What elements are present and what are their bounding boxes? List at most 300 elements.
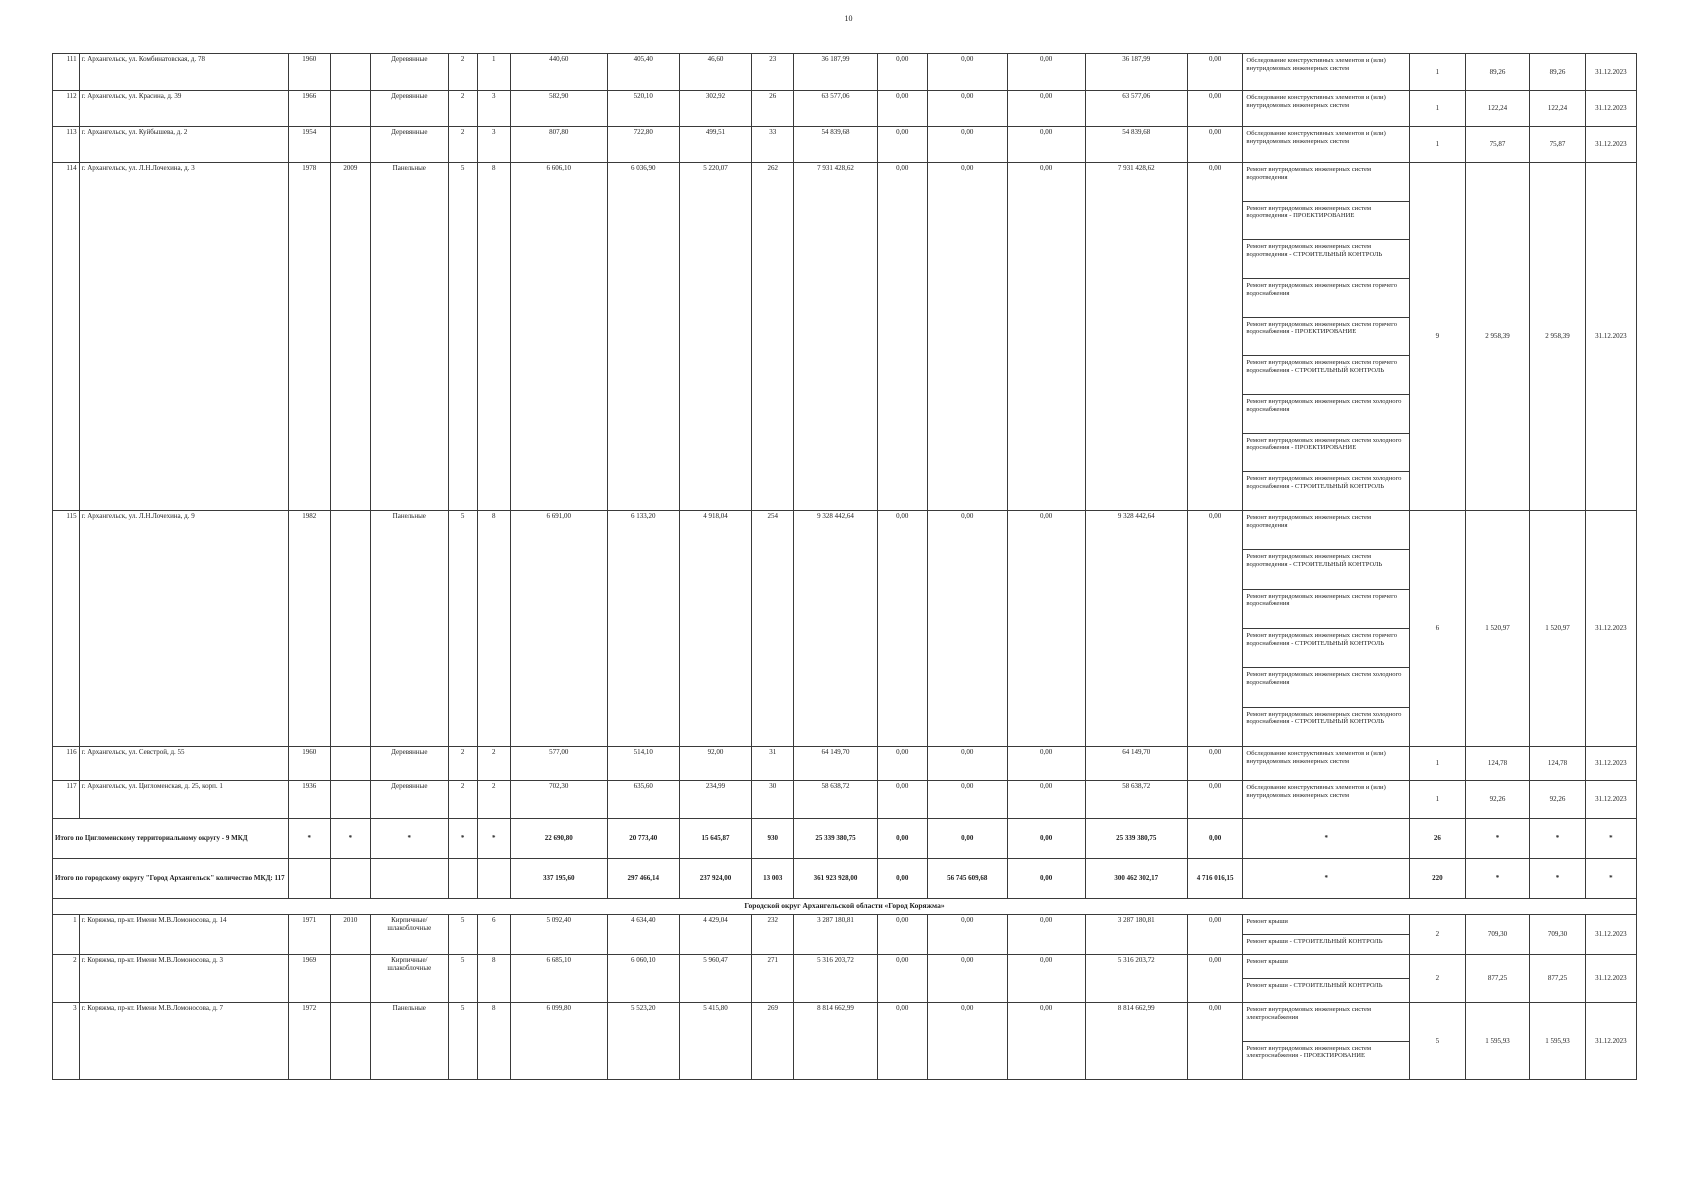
row-number-cell: 114 [53, 163, 80, 511]
floors-cell: 5 [448, 511, 477, 747]
fund-cell: 0,00 [877, 91, 927, 127]
residents-cell: 31 [752, 747, 794, 781]
fund-cell: 0,00 [877, 511, 927, 747]
work-item: Ремонт крыши - СТРОИТЕЛЬНЫЙ КОНТРОЛЬ [1246, 938, 1383, 945]
work-item: Обследование конструктивных элементов и (или) внутридомовых инженерных систем [1246, 57, 1386, 72]
wall-material-cell: Деревянные [370, 747, 448, 781]
other-funds-cell: 0,00 [1187, 781, 1243, 819]
work-item: Ремонт внутридомовых инженерных систем водоотведения [1243, 163, 1409, 202]
limit-cost-cell: 124,78 [1530, 747, 1586, 781]
work-count-cell: 9 [1410, 163, 1466, 511]
table-row [53, 1003, 1637, 1080]
budget-region-cell: 0,00 [927, 781, 1007, 819]
work-item: Ремонт крыши [1243, 955, 1409, 979]
entrances-cell: 1 [477, 54, 510, 91]
subtotal-f3-cell: 0,00 [1007, 859, 1085, 899]
fund-cell: 0,00 [877, 127, 927, 163]
subtotal-row [53, 859, 1637, 899]
limit-cost-cell: 92,26 [1530, 781, 1586, 819]
address-cell: г. Архангельск, ул. Л.Н.Лочехина, д. 9 [79, 511, 288, 747]
budget-local-cell: 0,00 [1007, 747, 1085, 781]
subtotal-label: Итого по Цигломенскому территориальному округу - 9 МКД [53, 819, 289, 859]
fund-cell: 0,00 [877, 955, 927, 1003]
subtotal-label: Итого по городскому округу "Город Архангельск" количество МКД: 117 [53, 859, 289, 899]
work-count-cell: 5 [1410, 1003, 1466, 1080]
budget-local-cell: 0,00 [1007, 511, 1085, 747]
residential-area-cell: 4 429,04 [679, 915, 751, 955]
premises-area-cell: 5 523,20 [607, 1003, 679, 1080]
premises-area-cell: 520,10 [607, 91, 679, 127]
table-row [53, 915, 1637, 955]
entrances-cell: 2 [477, 747, 510, 781]
entrances-cell: 8 [477, 1003, 510, 1080]
capital-repair-table [52, 53, 1637, 1080]
budget-local-cell: 0,00 [1007, 91, 1085, 127]
budget-region-cell: 0,00 [927, 511, 1007, 747]
fund-cell: 0,00 [877, 915, 927, 955]
row-number-cell: 112 [53, 91, 80, 127]
limit-cost-cell: 1 520,97 [1530, 511, 1586, 747]
budget-region-cell: 0,00 [927, 1003, 1007, 1080]
other-funds-cell: 0,00 [1187, 127, 1243, 163]
owners-funds-cell: 63 577,06 [1085, 91, 1187, 127]
deadline-cell: 31.12.2023 [1585, 91, 1636, 127]
other-funds-cell: 0,00 [1187, 955, 1243, 1003]
work-item: Ремонт крыши [1243, 915, 1409, 935]
work-item: Ремонт внутридомовых инженерных систем горячего водоснабжения [1243, 590, 1409, 629]
residential-area-cell: 5 960,47 [679, 955, 751, 1003]
specific-cost-cell: 1 520,97 [1465, 511, 1529, 747]
subtotal-year-rep-cell: * [330, 819, 370, 859]
budget-local-cell: 0,00 [1007, 955, 1085, 1003]
address-cell: г. Архангельск, ул. Красина, д. 39 [79, 91, 288, 127]
residential-area-cell: 4 918,04 [679, 511, 751, 747]
subtotal-a1-cell: 22 690,80 [510, 819, 607, 859]
owners-funds-cell: 64 149,70 [1085, 747, 1187, 781]
budget-region-cell: 0,00 [927, 955, 1007, 1003]
limit-cost-cell: 877,25 [1530, 955, 1586, 1003]
premises-area-cell: 6 133,20 [607, 511, 679, 747]
table-row [53, 955, 1637, 1003]
floors-cell: 5 [448, 915, 477, 955]
residential-area-cell: 92,00 [679, 747, 751, 781]
wall-material-cell: Деревянные [370, 781, 448, 819]
section-title: Городской округ Архангельской области «Город Коряжма» [53, 899, 1637, 915]
year-built-cell: 1969 [288, 955, 330, 1003]
row-number-cell: 2 [53, 955, 80, 1003]
premises-area-cell: 6 060,10 [607, 955, 679, 1003]
year-built-cell: 1971 [288, 915, 330, 955]
address-cell: г. Коряжма, пр-кт. Имени М.В.Ломоносова, д. 3 [79, 955, 288, 1003]
row-number-cell: 1 [53, 915, 80, 955]
table-row [53, 54, 1637, 91]
subtotal-works-cell: * [1243, 859, 1410, 899]
work-item: Ремонт внутридомовых инженерных систем водоотведения - ПРОЕКТИРОВАНИЕ [1243, 202, 1409, 241]
work-item: Ремонт внутридомовых инженерных систем холодного водоснабжения [1243, 668, 1409, 707]
subtotal-s1-cell: * [1465, 859, 1529, 899]
work-item: Ремонт внутридомовых инженерных систем горячего водоснабжения - СТРОИТЕЛЬНЫЙ КОНТРОЛЬ [1243, 629, 1409, 668]
budget-region-cell: 0,00 [927, 163, 1007, 511]
address-cell: г. Архангельск, ул. Севстрой, д. 55 [79, 747, 288, 781]
section-header-row [53, 899, 1637, 915]
entrances-cell: 3 [477, 91, 510, 127]
owners-funds-cell: 8 814 662,99 [1085, 1003, 1187, 1080]
total-area-cell: 6 099,80 [510, 1003, 607, 1080]
subtotal-row [53, 819, 1637, 859]
work-item: Ремонт внутридомовых инженерных систем электроснабжения - ПРОЕКТИРОВАНИЕ [1246, 1044, 1372, 1060]
floors-cell: 2 [448, 781, 477, 819]
budget-region-cell: 0,00 [927, 54, 1007, 91]
subtotal-f2-cell: 56 745 609,68 [927, 859, 1007, 899]
page-number: 10 [844, 14, 853, 23]
year-repair-cell [330, 511, 370, 747]
work-count-cell: 6 [1410, 511, 1466, 747]
work-item: Ремонт внутридомовых инженерных систем холодного водоснабжения - ПРОЕКТИРОВАНИЕ [1243, 434, 1409, 473]
residents-cell: 232 [752, 915, 794, 955]
entrances-cell: 6 [477, 915, 510, 955]
year-built-cell: 1960 [288, 54, 330, 91]
address-cell: г. Коряжма, пр-кт. Имени М.В.Ломоносова, д. 14 [79, 915, 288, 955]
works-cell [1243, 1003, 1410, 1080]
subtotal-year-cell [288, 859, 330, 899]
specific-cost-cell: 709,30 [1465, 915, 1529, 955]
specific-cost-cell: 124,78 [1465, 747, 1529, 781]
subtotal-count-cell: 26 [1410, 819, 1466, 859]
budget-local-cell: 0,00 [1007, 54, 1085, 91]
other-funds-cell: 0,00 [1187, 1003, 1243, 1080]
row-number-cell: 113 [53, 127, 80, 163]
owners-funds-cell: 58 638,72 [1085, 781, 1187, 819]
limit-cost-cell: 89,26 [1530, 54, 1586, 91]
table-row [53, 127, 1637, 163]
cost-total-cell: 8 814 662,99 [794, 1003, 877, 1080]
residential-area-cell: 5 415,80 [679, 1003, 751, 1080]
total-area-cell: 6 685,10 [510, 955, 607, 1003]
total-area-cell: 807,80 [510, 127, 607, 163]
deadline-cell: 31.12.2023 [1585, 511, 1636, 747]
residents-cell: 23 [752, 54, 794, 91]
works-cell [1243, 127, 1410, 163]
total-area-cell: 6 606,10 [510, 163, 607, 511]
total-area-cell: 577,00 [510, 747, 607, 781]
entrances-cell: 2 [477, 781, 510, 819]
wall-material-cell: Панельные [370, 1003, 448, 1080]
year-repair-cell [330, 955, 370, 1003]
total-area-cell: 582,90 [510, 91, 607, 127]
other-funds-cell: 0,00 [1187, 511, 1243, 747]
cost-total-cell: 5 316 203,72 [794, 955, 877, 1003]
deadline-cell: 31.12.2023 [1585, 781, 1636, 819]
table-row [53, 91, 1637, 127]
work-item: Обследование конструктивных элементов и (или) внутридомовых инженерных систем [1246, 750, 1386, 765]
year-built-cell: 1978 [288, 163, 330, 511]
premises-area-cell: 4 634,40 [607, 915, 679, 955]
subtotal-total-cell: 25 339 380,75 [794, 819, 877, 859]
premises-area-cell: 722,80 [607, 127, 679, 163]
works-cell [1243, 54, 1410, 91]
deadline-cell: 31.12.2023 [1585, 163, 1636, 511]
subtotal-s2-cell: * [1530, 859, 1586, 899]
subtotal-floors-cell [448, 859, 477, 899]
floors-cell: 2 [448, 91, 477, 127]
entrances-cell: 3 [477, 127, 510, 163]
budget-region-cell: 0,00 [927, 915, 1007, 955]
year-repair-cell [330, 1003, 370, 1080]
budget-local-cell: 0,00 [1007, 127, 1085, 163]
other-funds-cell: 0,00 [1187, 54, 1243, 91]
work-item: Ремонт внутридомовых инженерных систем горячего водоснабжения - ПРОЕКТИРОВАНИЕ [1243, 318, 1409, 357]
work-item: Ремонт внутридомовых инженерных систем электроснабжения [1243, 1003, 1409, 1042]
owners-funds-cell: 54 839,68 [1085, 127, 1187, 163]
budget-local-cell: 0,00 [1007, 915, 1085, 955]
subtotal-f2-cell: 0,00 [927, 819, 1007, 859]
budget-local-cell: 0,00 [1007, 781, 1085, 819]
other-funds-cell: 0,00 [1187, 163, 1243, 511]
work-count-cell: 2 [1410, 955, 1466, 1003]
address-cell: г. Архангельск, ул. Л.Н.Лочехина, д. 3 [79, 163, 288, 511]
subtotal-total-cell: 361 923 928,00 [794, 859, 877, 899]
wall-material-cell: Панельные [370, 163, 448, 511]
deadline-cell: 31.12.2023 [1585, 127, 1636, 163]
residents-cell: 271 [752, 955, 794, 1003]
residential-area-cell: 234,99 [679, 781, 751, 819]
limit-cost-cell: 122,24 [1530, 91, 1586, 127]
wall-material-cell: Деревянные [370, 91, 448, 127]
residential-area-cell: 302,92 [679, 91, 751, 127]
table-row [53, 747, 1637, 781]
year-built-cell: 1982 [288, 511, 330, 747]
address-cell: г. Архангельск, ул. Куйбышева, д. 2 [79, 127, 288, 163]
fund-cell: 0,00 [877, 747, 927, 781]
table-row [53, 163, 1637, 511]
floors-cell: 5 [448, 1003, 477, 1080]
work-item: Обследование конструктивных элементов и (или) внутридомовых инженерных систем [1246, 130, 1386, 145]
work-count-cell: 1 [1410, 747, 1466, 781]
limit-cost-cell: 709,30 [1530, 915, 1586, 955]
fund-cell: 0,00 [877, 781, 927, 819]
floors-cell: 2 [448, 747, 477, 781]
subtotal-year-rep-cell [330, 859, 370, 899]
residential-area-cell: 5 220,07 [679, 163, 751, 511]
wall-material-cell: Деревянные [370, 127, 448, 163]
works-cell [1243, 747, 1410, 781]
entrances-cell: 8 [477, 955, 510, 1003]
floors-cell: 2 [448, 127, 477, 163]
specific-cost-cell: 2 958,39 [1465, 163, 1529, 511]
works-cell [1243, 163, 1410, 511]
row-number-cell: 115 [53, 511, 80, 747]
year-built-cell: 1966 [288, 91, 330, 127]
year-repair-cell [330, 127, 370, 163]
fund-cell: 0,00 [877, 54, 927, 91]
budget-region-cell: 0,00 [927, 91, 1007, 127]
residents-cell: 269 [752, 1003, 794, 1080]
subtotal-count-cell: 220 [1410, 859, 1466, 899]
floors-cell: 2 [448, 54, 477, 91]
fund-cell: 0,00 [877, 1003, 927, 1080]
subtotal-a2-cell: 20 773,40 [607, 819, 679, 859]
subtotal-f1-cell: 0,00 [877, 859, 927, 899]
subtotal-material-cell [370, 859, 448, 899]
cost-total-cell: 3 287 180,81 [794, 915, 877, 955]
work-item: Ремонт внутридомовых инженерных систем холодного водоснабжения - СТРОИТЕЛЬНЫЙ КОНТРОЛЬ [1246, 475, 1402, 490]
subtotal-entrances-cell [477, 859, 510, 899]
premises-area-cell: 514,10 [607, 747, 679, 781]
subtotal-f5-cell: 0,00 [1187, 819, 1243, 859]
subtotal-f1-cell: 0,00 [877, 819, 927, 859]
owners-funds-cell: 36 187,99 [1085, 54, 1187, 91]
work-count-cell: 1 [1410, 91, 1466, 127]
other-funds-cell: 0,00 [1187, 91, 1243, 127]
subtotal-residents-cell: 13 003 [752, 859, 794, 899]
work-item: Ремонт внутридомовых инженерных систем водоотведения - СТРОИТЕЛЬНЫЙ КОНТРОЛЬ [1243, 550, 1409, 589]
work-item: Ремонт крыши - СТРОИТЕЛЬНЫЙ КОНТРОЛЬ [1246, 982, 1383, 989]
residents-cell: 26 [752, 91, 794, 127]
specific-cost-cell: 75,87 [1465, 127, 1529, 163]
owners-funds-cell: 3 287 180,81 [1085, 915, 1187, 955]
works-cell [1243, 511, 1410, 747]
subtotal-f5-cell: 4 716 016,15 [1187, 859, 1243, 899]
floors-cell: 5 [448, 955, 477, 1003]
deadline-cell: 31.12.2023 [1585, 1003, 1636, 1080]
cost-total-cell: 58 638,72 [794, 781, 877, 819]
subtotal-date-cell: * [1585, 859, 1636, 899]
residents-cell: 33 [752, 127, 794, 163]
work-item: Ремонт внутридомовых инженерных систем холодного водоснабжения [1243, 395, 1409, 434]
row-number-cell: 111 [53, 54, 80, 91]
row-number-cell: 3 [53, 1003, 80, 1080]
fund-cell: 0,00 [877, 163, 927, 511]
owners-funds-cell: 5 316 203,72 [1085, 955, 1187, 1003]
subtotal-f4-cell: 25 339 380,75 [1085, 819, 1187, 859]
subtotal-a3-cell: 15 645,87 [679, 819, 751, 859]
subtotal-year-cell: * [288, 819, 330, 859]
year-repair-cell [330, 91, 370, 127]
cost-total-cell: 64 149,70 [794, 747, 877, 781]
works-cell [1243, 91, 1410, 127]
subtotal-s2-cell: * [1530, 819, 1586, 859]
subtotal-entrances-cell: * [477, 819, 510, 859]
deadline-cell: 31.12.2023 [1585, 915, 1636, 955]
premises-area-cell: 6 036,90 [607, 163, 679, 511]
year-repair-cell [330, 781, 370, 819]
subtotal-s1-cell: * [1465, 819, 1529, 859]
specific-cost-cell: 877,25 [1465, 955, 1529, 1003]
deadline-cell: 31.12.2023 [1585, 955, 1636, 1003]
cost-total-cell: 7 931 428,62 [794, 163, 877, 511]
cost-total-cell: 9 328 442,64 [794, 511, 877, 747]
budget-region-cell: 0,00 [927, 127, 1007, 163]
subtotal-material-cell: * [370, 819, 448, 859]
works-cell [1243, 915, 1410, 955]
budget-local-cell: 0,00 [1007, 163, 1085, 511]
subtotal-a2-cell: 297 466,14 [607, 859, 679, 899]
table-row [53, 781, 1637, 819]
work-item: Обследование конструктивных элементов и (или) внутридомовых инженерных систем [1246, 94, 1386, 109]
other-funds-cell: 0,00 [1187, 915, 1243, 955]
owners-funds-cell: 7 931 428,62 [1085, 163, 1187, 511]
cost-total-cell: 36 187,99 [794, 54, 877, 91]
work-count-cell: 1 [1410, 127, 1466, 163]
budget-local-cell: 0,00 [1007, 1003, 1085, 1080]
works-cell [1243, 781, 1410, 819]
premises-area-cell: 635,60 [607, 781, 679, 819]
cost-total-cell: 63 577,06 [794, 91, 877, 127]
deadline-cell: 31.12.2023 [1585, 747, 1636, 781]
residential-area-cell: 46,60 [679, 54, 751, 91]
specific-cost-cell: 122,24 [1465, 91, 1529, 127]
total-area-cell: 6 691,00 [510, 511, 607, 747]
subtotal-works-cell: * [1243, 819, 1410, 859]
floors-cell: 5 [448, 163, 477, 511]
total-area-cell: 440,60 [510, 54, 607, 91]
cost-total-cell: 54 839,68 [794, 127, 877, 163]
work-count-cell: 1 [1410, 54, 1466, 91]
subtotal-floors-cell: * [448, 819, 477, 859]
limit-cost-cell: 75,87 [1530, 127, 1586, 163]
other-funds-cell: 0,00 [1187, 747, 1243, 781]
work-item: Обследование конструктивных элементов и (или) внутридомовых инженерных систем [1246, 784, 1386, 799]
work-count-cell: 1 [1410, 781, 1466, 819]
year-repair-cell [330, 54, 370, 91]
address-cell: г. Архангельск, ул. Цигломенская, д. 25, корп. 1 [79, 781, 288, 819]
subtotal-f3-cell: 0,00 [1007, 819, 1085, 859]
owners-funds-cell: 9 328 442,64 [1085, 511, 1187, 747]
year-built-cell: 1960 [288, 747, 330, 781]
residents-cell: 30 [752, 781, 794, 819]
wall-material-cell: Деревянные [370, 54, 448, 91]
subtotal-date-cell: * [1585, 819, 1636, 859]
year-repair-cell: 2009 [330, 163, 370, 511]
year-built-cell: 1936 [288, 781, 330, 819]
wall-material-cell: Кирпичные/ шлакоблочные [370, 955, 448, 1003]
row-number-cell: 117 [53, 781, 80, 819]
work-count-cell: 2 [1410, 915, 1466, 955]
limit-cost-cell: 2 958,39 [1530, 163, 1586, 511]
subtotal-a3-cell: 237 924,00 [679, 859, 751, 899]
entrances-cell: 8 [477, 163, 510, 511]
subtotal-residents-cell: 930 [752, 819, 794, 859]
work-item: Ремонт внутридомовых инженерных систем водоотведения - СТРОИТЕЛЬНЫЙ КОНТРОЛЬ [1243, 240, 1409, 279]
address-cell: г. Архангельск, ул. Комбинатовская, д. 78 [79, 54, 288, 91]
year-repair-cell [330, 747, 370, 781]
residents-cell: 262 [752, 163, 794, 511]
year-built-cell: 1972 [288, 1003, 330, 1080]
deadline-cell: 31.12.2023 [1585, 54, 1636, 91]
address-cell: г. Коряжма, пр-кт. Имени М.В.Ломоносова, д. 7 [79, 1003, 288, 1080]
specific-cost-cell: 89,26 [1465, 54, 1529, 91]
residential-area-cell: 499,51 [679, 127, 751, 163]
subtotal-f4-cell: 300 462 302,17 [1085, 859, 1187, 899]
work-item: Ремонт внутридомовых инженерных систем горячего водоснабжения - СТРОИТЕЛЬНЫЙ КОНТРОЛЬ [1243, 356, 1409, 395]
residents-cell: 254 [752, 511, 794, 747]
wall-material-cell: Панельные [370, 511, 448, 747]
total-area-cell: 5 092,40 [510, 915, 607, 955]
premises-area-cell: 405,40 [607, 54, 679, 91]
works-cell [1243, 955, 1410, 1003]
row-number-cell: 116 [53, 747, 80, 781]
limit-cost-cell: 1 595,93 [1530, 1003, 1586, 1080]
work-item: Ремонт внутридомовых инженерных систем горячего водоснабжения [1243, 279, 1409, 318]
work-item: Ремонт внутридомовых инженерных систем холодного водоснабжения - СТРОИТЕЛЬНЫЙ КОНТРОЛЬ [1246, 710, 1402, 726]
subtotal-a1-cell: 337 195,60 [510, 859, 607, 899]
specific-cost-cell: 92,26 [1465, 781, 1529, 819]
table-row [53, 511, 1637, 747]
total-area-cell: 702,30 [510, 781, 607, 819]
work-item: Ремонт внутридомовых инженерных систем водоотведения [1243, 511, 1409, 550]
wall-material-cell: Кирпичные/ шлакоблочные [370, 915, 448, 955]
year-built-cell: 1954 [288, 127, 330, 163]
